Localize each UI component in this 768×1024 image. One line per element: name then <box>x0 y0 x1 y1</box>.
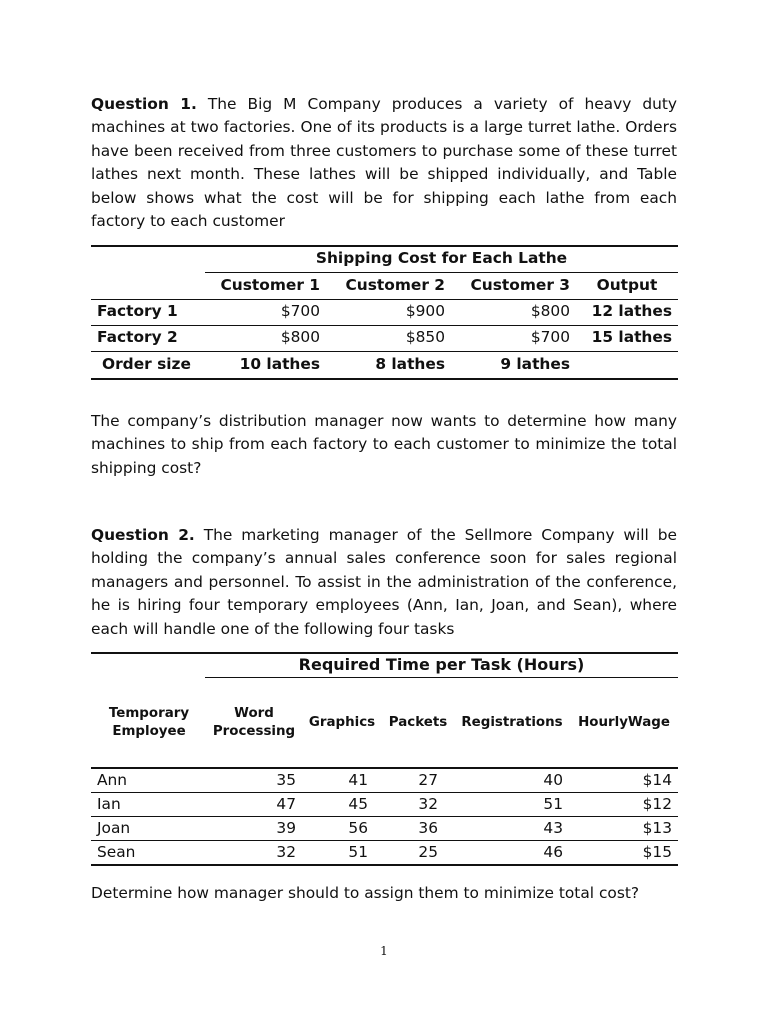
cell-ann-wage: $14 <box>642 771 672 789</box>
question-1-followup: The company’s distribution manager now wants to determine how many machines to ship from each factory to each customer to minimize the total shipping cost? <box>91 412 677 477</box>
cell-ian-graphics: 45 <box>348 795 368 813</box>
page-number: 1 <box>380 944 388 958</box>
row-label-factory-1: Factory 1 <box>97 302 178 320</box>
cell-f2-c3: $700 <box>530 328 570 346</box>
question-1-label: Question 1. <box>91 95 197 113</box>
header-customer-2: Customer 2 <box>345 276 445 294</box>
table2-title: Required Time per Task (Hours) <box>298 655 585 674</box>
cell-ian-packets: 32 <box>418 795 438 813</box>
cell-order-c3: 9 lathes <box>500 355 570 373</box>
cell-ian-word: 47 <box>276 795 296 813</box>
cell-ian-registrations: 51 <box>543 795 563 813</box>
header-graphics: Graphics <box>308 715 376 730</box>
table-rule-sub <box>205 272 678 273</box>
header-employee-line: Employee <box>112 724 186 739</box>
table2-rule-top <box>91 652 678 654</box>
row-name-ian: Ian <box>97 795 121 813</box>
cell-f1-c3: $800 <box>530 302 570 320</box>
header-customer-1: Customer 1 <box>220 276 320 294</box>
row-name-sean: Sean <box>97 843 136 861</box>
question-1-text: The Big M Company produces a variety of heavy duty machines at two factories. One of its products is a large turret lathe. Orders have been received from three customers to purchase some of these turret lathes next month. These lathes will be shipped individually, and Table below shows what the cost will be for shipping each lathe from each factory to each customer <box>91 95 678 231</box>
header-temporary-line: Temporary <box>108 706 190 721</box>
header-output: Output <box>596 276 658 294</box>
header-registrations: Registrations <box>461 715 563 730</box>
row-name-joan: Joan <box>97 819 131 837</box>
table-rule-row2 <box>91 351 678 352</box>
table-rule-bottom <box>91 378 678 380</box>
cell-joan-packets: 36 <box>418 819 438 837</box>
cell-ann-graphics: 41 <box>348 771 368 789</box>
cell-sean-wage: $15 <box>642 843 672 861</box>
table2-rule-bottom <box>91 864 678 866</box>
table2-rule-row2 <box>91 816 678 817</box>
header-hourly-wage: HourlyWage <box>578 715 670 730</box>
row-label-order-size: Order size <box>102 355 191 373</box>
cell-joan-wage: $13 <box>642 819 672 837</box>
question-1-paragraph <box>91 93 677 233</box>
row-label-factory-2: Factory 2 <box>97 328 178 346</box>
cell-f2-output: 15 lathes <box>591 328 672 346</box>
cell-ian-wage: $12 <box>642 795 672 813</box>
cell-ann-packets: 27 <box>418 771 438 789</box>
table-rule-top <box>91 245 678 247</box>
cell-f1-output: 12 lathes <box>591 302 672 320</box>
table-title: Shipping Cost for Each Lathe <box>315 249 568 267</box>
header-word-line: Word <box>234 706 274 721</box>
question-2-text: The marketing manager of the Sellmore Company will be holding the company’s annual sales conference soon for sales regional managers and personnel. To assist in the administration of the conference, he is hiring four temporary employees (Ann, Ian, Joan, and Sean), where each will handle one of the following four tasks <box>91 526 678 638</box>
cell-sean-word: 32 <box>276 843 296 861</box>
cell-f1-c2: $900 <box>405 302 445 320</box>
cell-order-c2: 8 lathes <box>375 355 445 373</box>
question-2-followup: Determine how manager should to assign them to minimize total cost? <box>91 884 640 902</box>
cell-sean-packets: 25 <box>418 843 438 861</box>
table-rule-row1 <box>91 325 678 326</box>
question-2-label: Question 2. <box>91 526 195 544</box>
header-word-processing <box>206 705 302 741</box>
header-packets: Packets <box>388 715 448 730</box>
cell-ann-registrations: 40 <box>543 771 563 789</box>
question-2-paragraph <box>91 524 677 641</box>
table2-rule-row1 <box>91 792 678 793</box>
cell-sean-registrations: 46 <box>543 843 563 861</box>
cell-joan-word: 39 <box>276 819 296 837</box>
cell-f1-c1: $700 <box>280 302 320 320</box>
table2-rule-row3 <box>91 840 678 841</box>
header-customer-3: Customer 3 <box>470 276 570 294</box>
cell-joan-graphics: 56 <box>348 819 368 837</box>
row-name-ann: Ann <box>97 771 128 789</box>
cell-ann-word: 35 <box>276 771 296 789</box>
table2-rule-sub <box>205 677 678 678</box>
header-temporary-employee <box>96 705 202 741</box>
table-rule-header <box>91 299 678 300</box>
cell-f2-c1: $800 <box>280 328 320 346</box>
table2-rule-header <box>91 767 678 769</box>
cell-order-c1: 10 lathes <box>239 355 320 373</box>
header-processing-line: Processing <box>212 724 296 739</box>
cell-sean-graphics: 51 <box>348 843 368 861</box>
cell-joan-registrations: 43 <box>543 819 563 837</box>
cell-f2-c2: $850 <box>405 328 445 346</box>
